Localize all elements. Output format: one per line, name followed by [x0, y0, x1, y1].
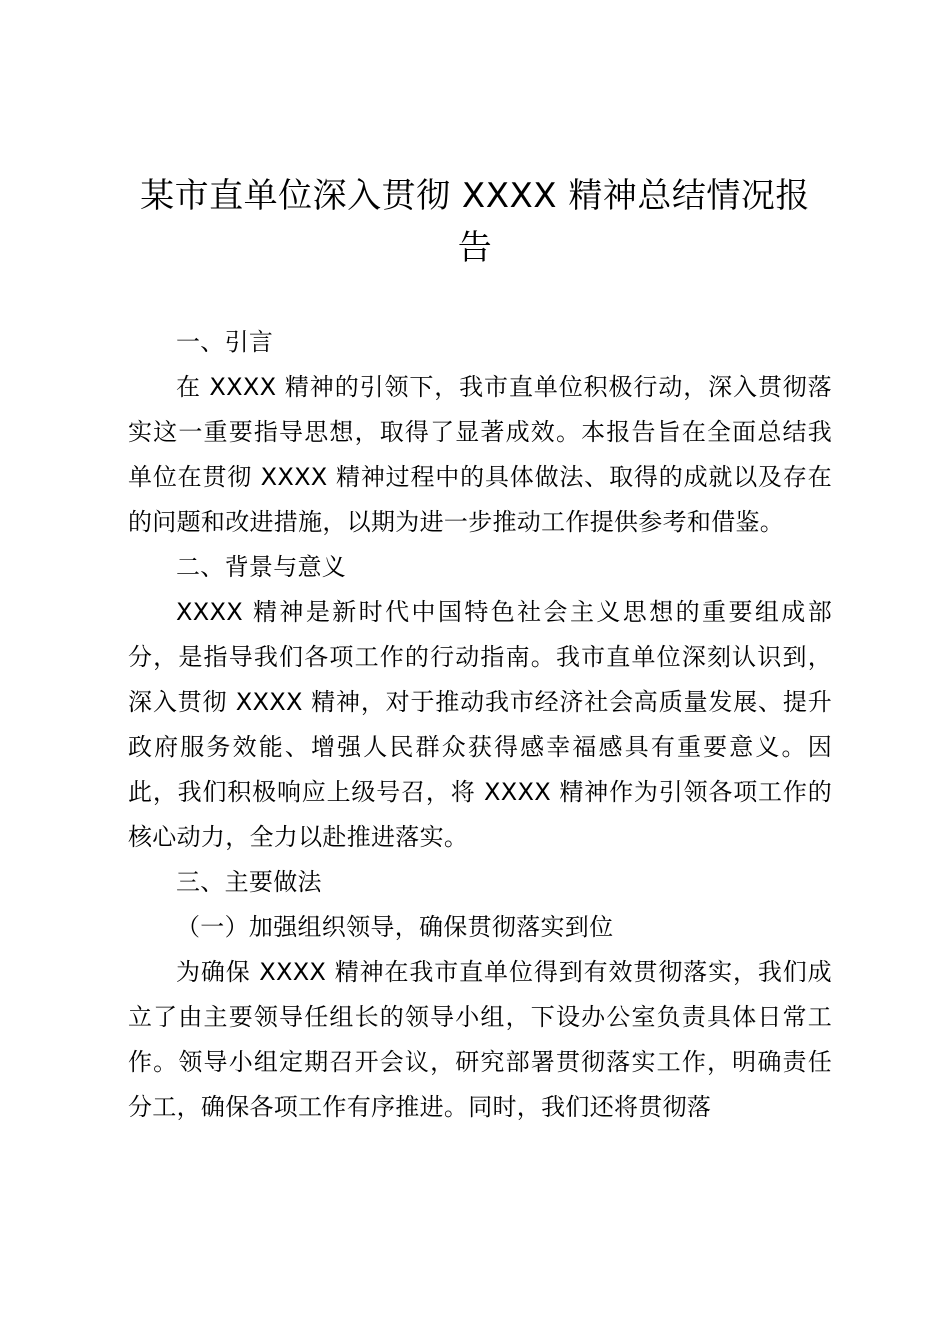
section-heading-background: 二、背景与意义 [176, 553, 347, 581]
section-heading-main-practices: 三、主要做法 [176, 868, 322, 896]
document-body [128, 320, 832, 1130]
paragraph-introduction: 在 XXXX 精神的引领下，我市直单位积极行动，深入贯彻落实这一重要指导思想，取得了显著成效。本报告旨在全面总结我单位在贯彻 XXXX 精神过程中的具体做法、取得的成就以及存在的问题和改进措施，以期为进一步推动工作提供参考和借鉴。 [128, 373, 832, 536]
paragraph-organization: 为确保 XXXX 精神在我市直单位得到有效贯彻落实，我们成立了由主要领导任组长的领导小组，下设办公室负责具体日常工作。领导小组定期召开会议，研究部署贯彻落实工作，明确责任分工，确保各项工作有序推进。同时，我们还将贯彻落 [128, 958, 832, 1121]
document-title: 某市直单位深入贯彻 XXXX 精神总结情况报告 [140, 176, 810, 268]
subsection-heading-organization: （一）加强组织领导，确保贯彻落实到位 [176, 913, 614, 941]
paragraph-background: XXXX 精神是新时代中国特色社会主义思想的重要组成部分，是指导我们各项工作的行动指南。我市直单位深刻认识到，深入贯彻 XXXX 精神，对于推动我市经济社会高质量发展、提升政府服务效能、增强人民群众获得感幸福感具有重要意义。因此，我们积极响应上级号召，将 XXXX 精神作为引领各项工作的核心动力，全力以赴推进落实。 [128, 598, 832, 851]
section-heading-introduction: 一、引言 [176, 328, 274, 356]
